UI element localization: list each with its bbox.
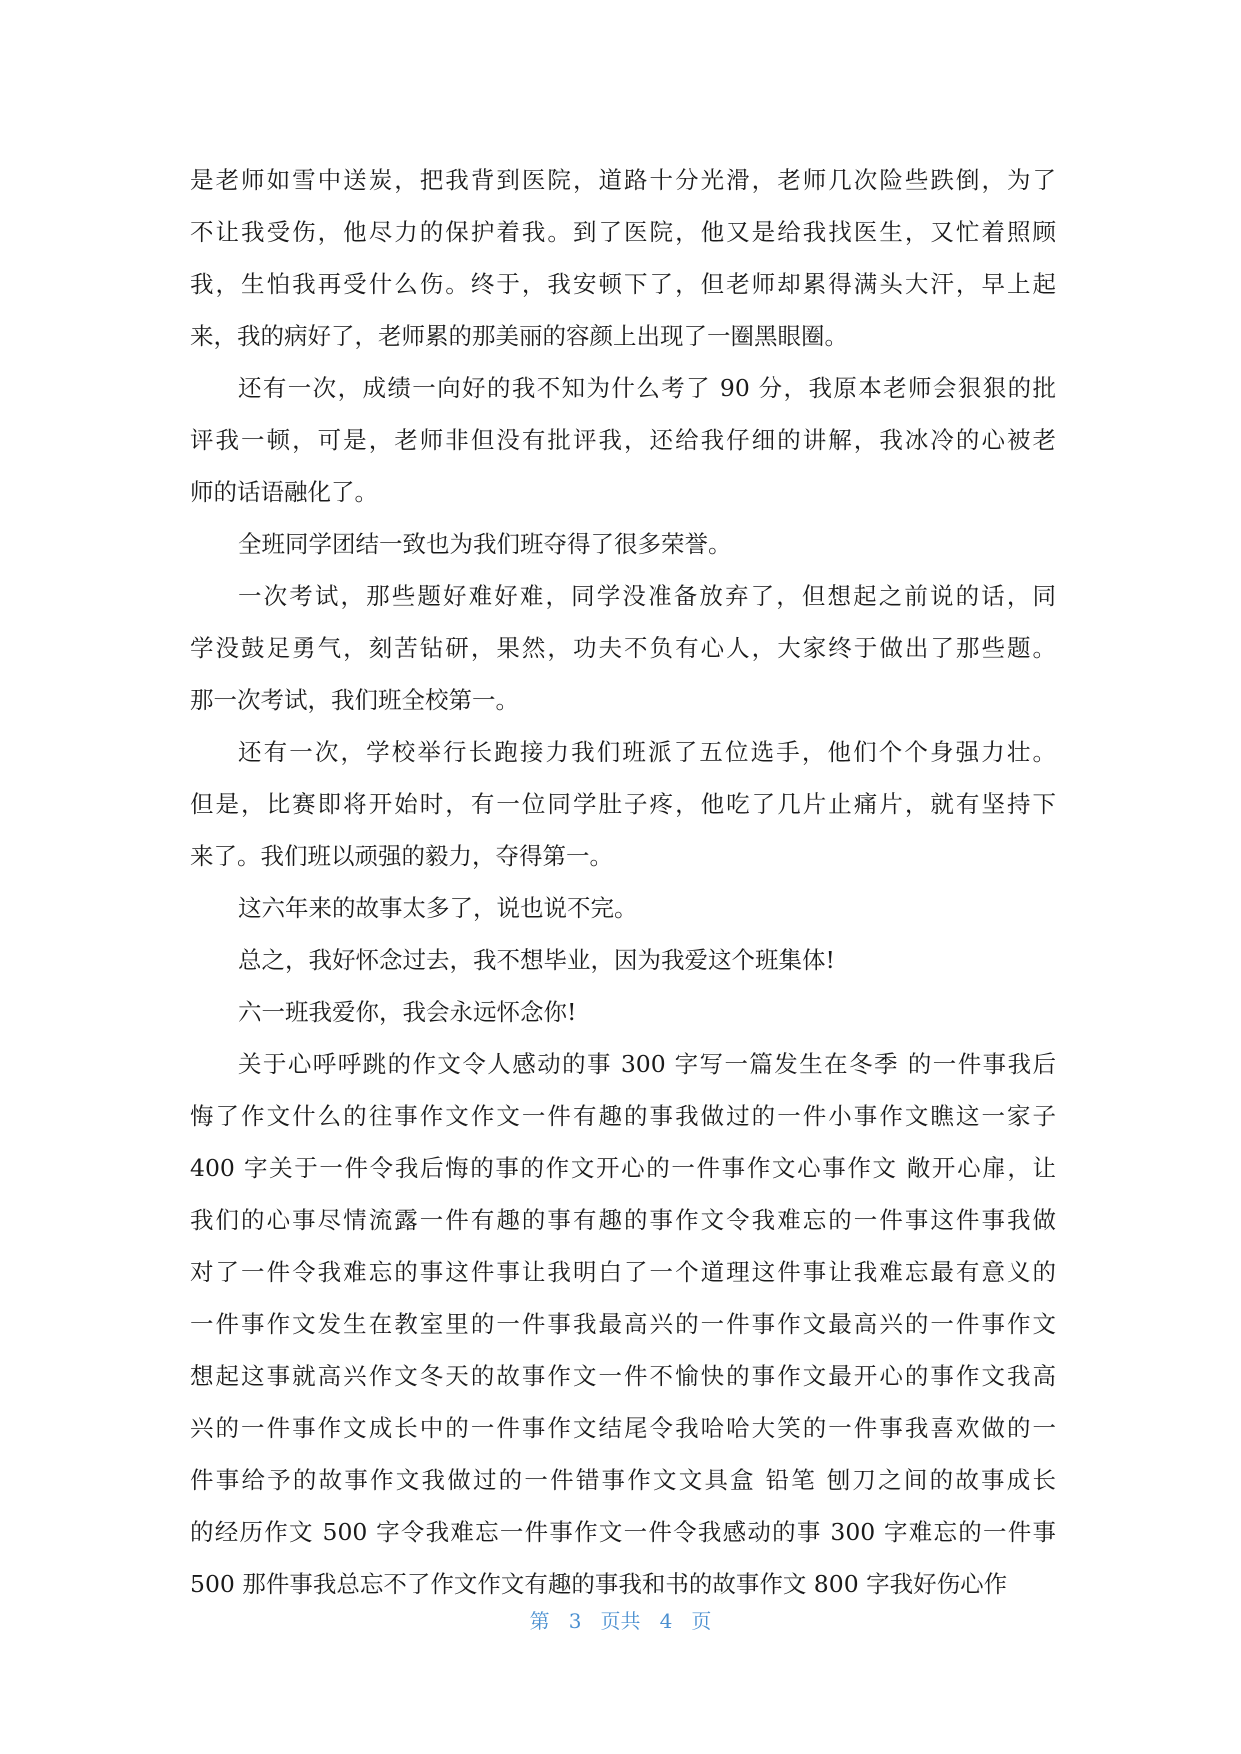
text-line: 全班同学团结一致也为我们班夺得了很多荣誉。 <box>238 530 732 558</box>
text-line: 一件事作文发生在教室里的一件事我最高兴的一件事作文最高兴的一件事作文 <box>190 1310 1056 1338</box>
text-line: 不让我受伤，他尽力的保护着我。到了医院，他又是给我找医生，又忙着照顾 <box>190 218 1056 246</box>
paragraph <box>190 882 1056 934</box>
footer-middle: 页共 <box>600 1609 641 1633</box>
text-line: 400 字关于一件令我后悔的事的作文开心的一件事作文心事作文 敞开心扉，让 <box>190 1154 1056 1182</box>
text-line: 兴的一件事作文成长中的一件事作文结尾令我哈哈大笑的一件事我喜欢做的一 <box>190 1414 1056 1442</box>
paragraph <box>190 154 1056 362</box>
text-line: 悔了作文什么的往事作文作文一件有趣的事我做过的一件小事作文瞧这一家子 <box>190 1102 1056 1130</box>
text-line: 师的话语融化了。 <box>190 478 378 506</box>
document-body <box>190 154 1056 1610</box>
text-line: 那一次考试，我们班全校第一。 <box>190 686 519 714</box>
footer-prefix: 第 <box>529 1609 550 1633</box>
text-line: 我，生怕我再受什么伤。终于，我安顿下了，但老师却累得满头大汗，早上起 <box>190 270 1056 298</box>
text-line: 想起这事就高兴作文冬天的故事作文一件不愉快的事作文最开心的事作文我高 <box>190 1362 1056 1390</box>
paragraph <box>190 986 1056 1038</box>
text-line: 总之，我好怀念过去，我不想毕业，因为我爱这个班集体! <box>238 946 835 974</box>
paragraph <box>190 570 1056 726</box>
text-line: 评我一顿，可是，老师非但没有批评我，还给我仔细的讲解，我冰冷的心被老 <box>190 426 1056 454</box>
text-line: 500 那件事我总忘不了作文作文有趣的事我和书的故事作文 800 字我好伤心作 <box>190 1570 1008 1598</box>
text-line: 对了一件令我难忘的事这件事让我明白了一个道理这件事让我难忘最有意义的 <box>190 1258 1056 1286</box>
text-line: 这六年来的故事太多了，说也说不完。 <box>238 894 638 922</box>
paragraph <box>190 362 1056 518</box>
text-line: 还有一次，成绩一向好的我不知为什么考了 90 分，我原本老师会狠狠的批 <box>238 374 1056 402</box>
paragraph <box>190 726 1056 882</box>
text-line: 六一班我爱你，我会永远怀念你! <box>238 998 577 1026</box>
footer-current-page: 3 <box>568 1609 582 1633</box>
paragraph <box>190 1038 1056 1610</box>
text-line: 学没鼓足勇气，刻苦钻研，果然，功夫不负有心人，大家终于做出了那些题。 <box>190 634 1056 662</box>
text-line: 还有一次，学校举行长跑接力我们班派了五位选手，他们个个身强力壮。 <box>238 738 1056 766</box>
text-line: 是老师如雪中送炭，把我背到医院，道路十分光滑，老师几次险些跌倒，为了 <box>190 166 1056 194</box>
text-line: 件事给予的故事作文我做过的一件错事作文文具盒 铅笔 刨刀之间的故事成长 <box>190 1466 1056 1494</box>
text-line: 的经历作文 500 字令我难忘一件事作文一件令我感动的事 300 字难忘的一件事 <box>190 1518 1056 1546</box>
text-line: 来了。我们班以顽强的毅力，夺得第一。 <box>190 842 613 870</box>
paragraph <box>190 518 1056 570</box>
text-line: 来，我的病好了，老师累的那美丽的容颜上出现了一圈黑眼圈。 <box>190 322 848 350</box>
footer-total-pages: 4 <box>659 1609 673 1633</box>
footer-suffix: 页 <box>691 1609 712 1633</box>
text-line: 我们的心事尽情流露一件有趣的事有趣的事作文令我难忘的一件事这件事我做 <box>190 1206 1056 1234</box>
text-line: 一次考试，那些题好难好难，同学没准备放弃了，但想起之前说的话，同 <box>238 582 1056 610</box>
page-footer <box>0 1605 1241 1634</box>
text-line: 但是，比赛即将开始时，有一位同学肚子疼，他吃了几片止痛片，就有坚持下 <box>190 790 1056 818</box>
paragraph <box>190 934 1056 986</box>
text-line: 关于心呼呼跳的作文令人感动的事 300 字写一篇发生在冬季 的一件事我后 <box>238 1050 1056 1078</box>
